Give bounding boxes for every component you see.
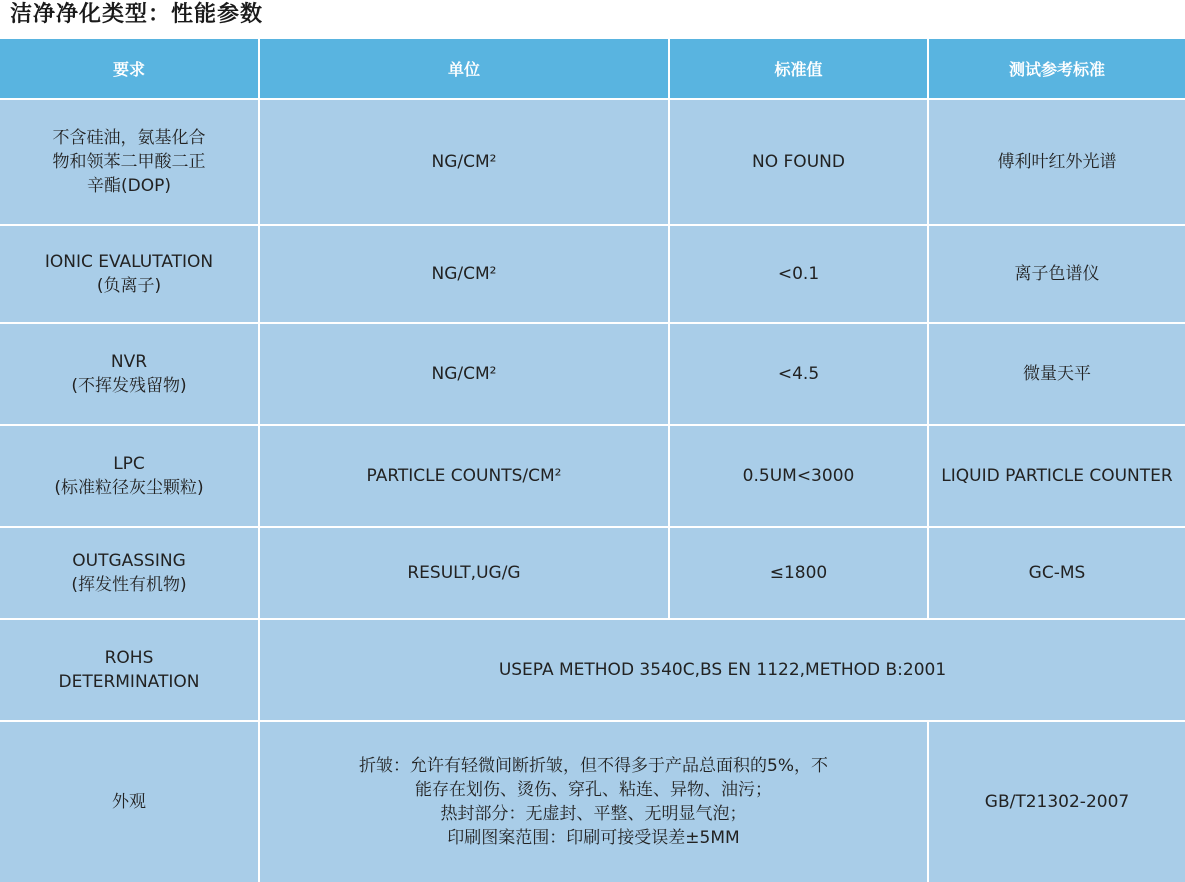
cell-standard: GB/T21302-2007 (928, 721, 1185, 882)
cell-unit: RESULT,UG/G (259, 527, 669, 619)
table-row (0, 721, 1185, 882)
cell-merged-method: USEPA METHOD 3540C,BS EN 1122,METHOD B:2001 (259, 619, 1185, 721)
cell-value: <4.5 (669, 323, 928, 425)
table-header-row (0, 39, 1185, 99)
table-row (0, 619, 1185, 721)
cell-standard: 微量天平 (928, 323, 1185, 425)
cell-value: ≤1800 (669, 527, 928, 619)
cell-requirement: 外观 (0, 721, 259, 882)
page-title: 洁净净化类型：性能参数 (10, 2, 264, 27)
performance-table (0, 39, 1185, 882)
cell-unit: NG/CM² (259, 99, 669, 225)
cell-unit: NG/CM² (259, 323, 669, 425)
cell-appearance-description: 折皱：允许有轻微间断折皱，但不得多于产品总面积的5%，不 能存在划伤、烫伤、穿孔、粘连、异物、油污； 热封部分：无虚封、平整、无明显气泡； 印刷图案范围：印刷可接受误差±5MM (259, 721, 928, 882)
cell-standard: LIQUID PARTICLE COUNTER (928, 425, 1185, 527)
cell-standard: 傅利叶红外光谱 (928, 99, 1185, 225)
cell-requirement: IONIC EVALUTATION (负离子) (0, 225, 259, 323)
header-standard-value: 标准值 (669, 39, 928, 99)
cell-standard: 离子色谱仪 (928, 225, 1185, 323)
cell-requirement: NVR (不挥发残留物) (0, 323, 259, 425)
cell-unit: PARTICLE COUNTS/CM² (259, 425, 669, 527)
header-requirement: 要求 (0, 39, 259, 99)
cell-requirement: 不含硅油，氨基化合 物和领苯二甲酸二正 辛酯(DOP) (0, 99, 259, 225)
cell-requirement: ROHS DETERMINATION (0, 619, 259, 721)
header-unit: 单位 (259, 39, 669, 99)
cell-requirement: LPC (标准粒径灰尘颗粒) (0, 425, 259, 527)
cell-requirement: OUTGASSING (挥发性有机物) (0, 527, 259, 619)
cell-standard: GC-MS (928, 527, 1185, 619)
cell-value: <0.1 (669, 225, 928, 323)
cell-value: NO FOUND (669, 99, 928, 225)
cell-value: 0.5UM<3000 (669, 425, 928, 527)
table-row (0, 425, 1185, 527)
cell-unit: NG/CM² (259, 225, 669, 323)
table-row (0, 225, 1185, 323)
table-row (0, 99, 1185, 225)
table-row (0, 527, 1185, 619)
table-row (0, 323, 1185, 425)
header-test-standard: 测试参考标准 (928, 39, 1185, 99)
